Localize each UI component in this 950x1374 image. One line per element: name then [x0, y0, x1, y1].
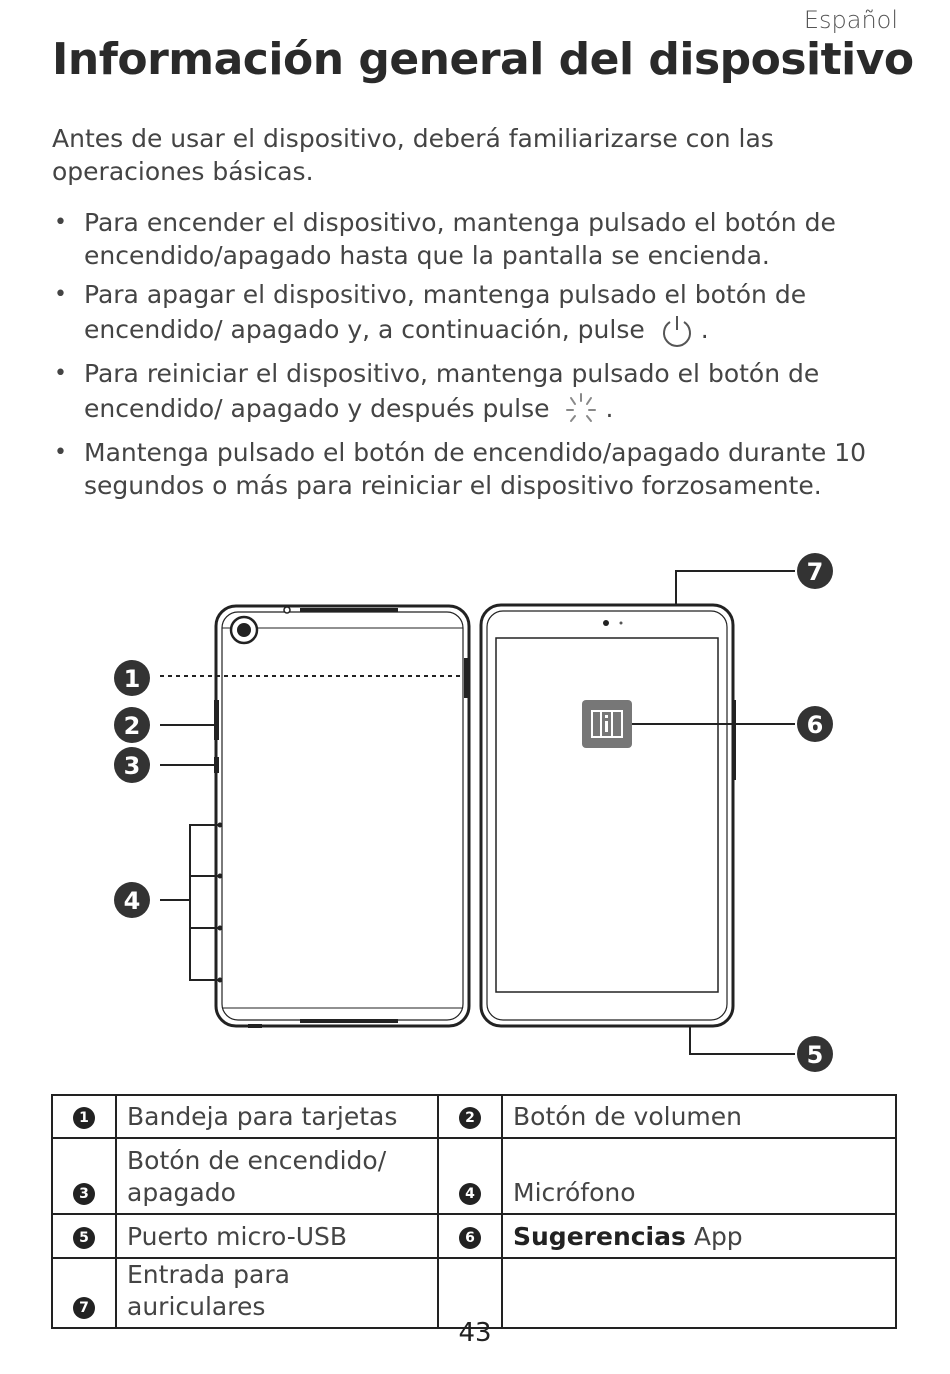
number-badge: 7	[73, 1297, 95, 1319]
list-item	[52, 357, 912, 430]
bullet-text: Para apagar el dispositivo, mantenga pulsado el botón de encendido/ apagado y, a continuación, pulse	[84, 280, 807, 344]
device-front	[481, 605, 736, 1026]
volume-button	[214, 700, 219, 740]
legend-label	[502, 1214, 896, 1258]
legend-number	[52, 1138, 116, 1214]
card-tray	[464, 658, 470, 698]
bullet-text: Mantenga pulsado el botón de encendido/apagado durante 10 segundos o más para reiniciar el dispositivo forzosamente.	[84, 438, 867, 500]
language-label: Español	[803, 6, 898, 34]
device-diagram	[0, 545, 950, 1085]
bottom-speaker-grille	[300, 1019, 398, 1023]
svg-text:4: 4	[123, 887, 141, 915]
bullet-text: Para reiniciar el dispositivo, mantenga pulsado el botón de encendido/ apagado y después pulse	[84, 359, 820, 423]
legend-number	[438, 1095, 502, 1138]
number-badge: 1	[73, 1107, 95, 1129]
legend-number	[438, 1214, 502, 1258]
list-item	[52, 436, 912, 502]
legend-label: Puerto micro-USB	[116, 1214, 438, 1258]
number-badge: 2	[459, 1107, 481, 1129]
number-badge: 5	[73, 1227, 95, 1249]
intro-paragraph: Antes de usar el dispositivo, deberá familiarizarse con las operaciones básicas.	[52, 124, 774, 186]
list-item	[52, 206, 912, 272]
table-row	[52, 1095, 896, 1138]
screen	[496, 638, 718, 992]
callout-2	[114, 707, 150, 743]
device-back	[214, 606, 470, 1028]
bullet-text-end: .	[700, 315, 709, 344]
svg-text:5: 5	[806, 1041, 824, 1069]
page-title: Información general del dispositivo	[52, 34, 914, 85]
number-badge: 6	[459, 1227, 481, 1249]
legend-label: Micrófono	[502, 1138, 896, 1214]
svg-text:2: 2	[123, 712, 141, 740]
svg-text:1: 1	[123, 665, 141, 693]
table-row	[52, 1214, 896, 1258]
svg-text:3: 3	[123, 752, 141, 780]
callout-6	[797, 706, 833, 742]
tips-app-icon	[582, 700, 632, 748]
power-icon	[657, 311, 697, 351]
table-row	[52, 1138, 896, 1214]
bullet-text: Para encender el dispositivo, mantenga pulsado el botón de encendido/apagado hasta que la pantalla se encienda.	[84, 208, 836, 270]
callout-4	[114, 882, 150, 918]
svg-text:7: 7	[806, 558, 824, 586]
app-name: Sugerencias	[513, 1222, 686, 1251]
callout-7	[797, 553, 833, 589]
instruction-list	[52, 206, 912, 508]
bullet-text-end: .	[605, 394, 614, 423]
legend-label: Botón de encendido/ apagado	[116, 1138, 438, 1214]
callout-5	[797, 1036, 833, 1072]
legend-number	[52, 1095, 116, 1138]
legend-label: Bandeja para tarjetas	[116, 1095, 438, 1138]
app-suffix: App	[685, 1222, 743, 1251]
page-number: 43	[458, 1318, 492, 1348]
list-item	[52, 278, 912, 351]
legend-label: Botón de volumen	[502, 1095, 896, 1138]
top-speaker-grille	[300, 608, 398, 612]
restart-icon	[561, 390, 601, 430]
callout-3	[114, 747, 150, 783]
legend-table	[51, 1094, 897, 1329]
callout-1	[114, 660, 150, 696]
number-badge: 3	[73, 1183, 95, 1205]
number-badge: 4	[459, 1183, 481, 1205]
legend-number	[438, 1138, 502, 1214]
legend-number	[52, 1214, 116, 1258]
svg-text:6: 6	[806, 711, 824, 739]
legend-label: Entrada para auriculares	[116, 1258, 438, 1328]
